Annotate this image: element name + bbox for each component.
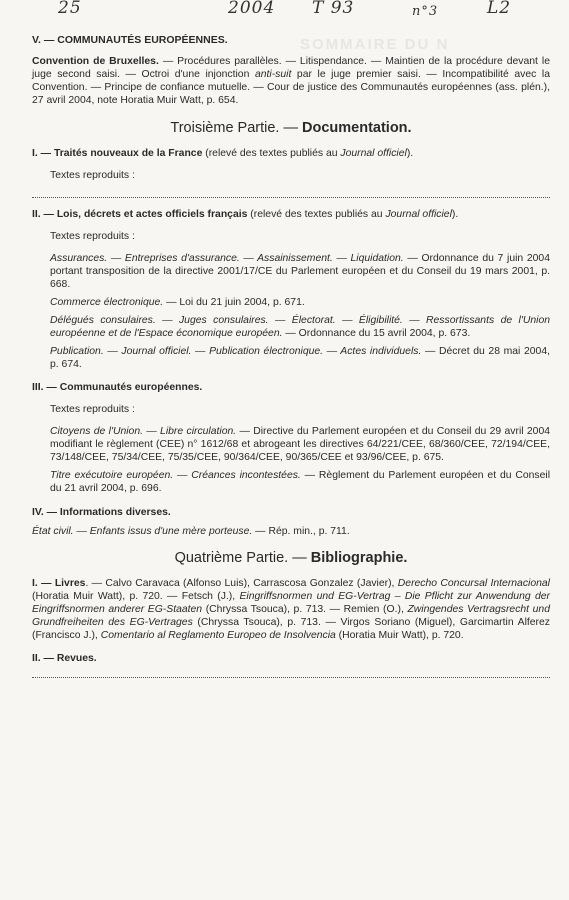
part-title-prefix: Quatrième Partie. — [174, 550, 311, 566]
entry-italic: Titre exécutoire européen. — Créances incontestées. [50, 470, 301, 481]
entry-italic: Publication. — Journal officiel. — Publication électronique. — Actes individuels. [50, 346, 422, 357]
section-lead: II. — Revues. [32, 653, 97, 664]
paragraph-italic: anti-suit [254, 69, 292, 80]
entry-text: (Horatia Muir Watt), p. 720. [335, 630, 464, 641]
section-lead: III. — Communautés européennes. [32, 382, 203, 393]
section-lead: I. — Traités nouveaux de la France [32, 148, 203, 159]
section-italic: Journal officiel [385, 209, 452, 220]
entry-italic: Délégués consulaires. — Juges consulaires. — Électorat. — Éligibilité. — Ressortissants de l'Union européenne et de l'Espace économique européen. [50, 315, 550, 339]
handwritten-note: n°3 [412, 4, 439, 19]
entry-text: — Rép. min., p. 711. [252, 526, 350, 537]
section-lead: II. — Lois, décrets et actes officiels français [32, 209, 248, 220]
content [32, 34, 550, 678]
handwritten-note: 2004 [228, 0, 276, 18]
handwritten-note: 25 [58, 0, 82, 18]
show-through-text: SOMMAIRE DU N [300, 36, 450, 53]
section-text: (relevé des textes publiés au [247, 209, 386, 220]
paragraph-text: par le juge premier saisi. — Incompatibilité avec la Convention. — Principe de confiance mutuelle. — Cour de justice des Communautés européennes (ass. plén.), 27 avril 2004, note Horatia Muir Watt, p. 654. [32, 69, 550, 106]
part-title [32, 120, 550, 137]
entry-text: (Chryssa Tsouca), p. 713. — Virgos Soriano (Miguel), Garcimartin Alferez (Francisco J.), [32, 617, 550, 641]
handwritten-note: L2 [487, 0, 512, 18]
entry-text: — Ordonnance du 15 avril 2004, p. 673. [282, 328, 471, 339]
section-heading [32, 208, 550, 221]
part-title [32, 550, 550, 567]
entry [32, 577, 550, 642]
entry-italic: Derecho Concursal Internacional [397, 578, 550, 589]
paragraph [32, 55, 550, 107]
entry-text: . — Calvo Caravaca (Alfonso Luis), Carrascosa Gonzalez (Javier), [85, 578, 398, 589]
entry-text: — Règlement du Parlement européen et du Conseil du 21 avril 2004, p. 696. [50, 470, 551, 494]
paragraph-text: — Procédures parallèles. — Litispendance. — Maintien de la procédure devant le juge second saisi. — Octroi d'une injonction [32, 56, 550, 80]
dotted-leader [32, 677, 550, 678]
entry-italic: Citoyens de l'Union. — Libre circulation. [50, 426, 237, 437]
dotted-leader [32, 197, 550, 198]
section-text: ). [451, 209, 459, 220]
section-lead: I. — Livres [32, 578, 86, 589]
entry-italic: Eingriffsnormen und EG-Vertrag – Die Pflicht zur Anwendung der Eingriffsnormen anderer EG-Staaten [32, 591, 550, 615]
entry-text: (Chryssa Tsouca), p. 713. — Remien (O.), [202, 604, 408, 615]
part-title-prefix: Troisième Partie. — [170, 120, 303, 136]
entry-italic: Assurances. — Entreprises d'assurance. — Assainissement. — Liquidation. [50, 253, 404, 264]
handwritten-note: T 93 [312, 0, 355, 18]
section-heading [32, 506, 550, 519]
part-title-main: Bibliographie. [310, 550, 408, 566]
section-text: ). [406, 148, 414, 159]
paragraph-lead: Convention de Bruxelles. [32, 56, 159, 67]
entry [32, 425, 550, 464]
section-heading [32, 652, 550, 665]
entry-text: (Horatia Muir Watt), p. 720. — Fetsch (J.), [32, 591, 240, 602]
section-lead: IV. — Informations diverses. [32, 507, 171, 518]
subheading: Textes reproduits : [50, 231, 135, 242]
entry-text: — Décret du 28 mai 2004, p. 674. [50, 346, 550, 370]
entry-text: — Loi du 21 juin 2004, p. 671. [163, 297, 305, 308]
entry-text: — Directive du Parlement européen et du Conseil du 29 avril 2004 modifiant le règlement (CEE) n° 1612/68 et abrogeant les directives 64/221/CEE, 68/360/CEE, 72/194/CEE, 73/148/CEE, 75/34/CEE, 75/35/CEE, 90/364/CEE, 90/365/CEE et 93/96/CEE, p. 675. [50, 426, 551, 463]
section-heading [32, 147, 550, 160]
entry [32, 252, 550, 291]
section-text: (relevé des textes publiés au [202, 148, 341, 159]
section-heading: V. — COMMUNAUTÉS EUROPÉENNES. [32, 34, 228, 46]
entry [32, 314, 550, 340]
entry-italic: État civil. — Enfants issus d'une mère porteuse. [32, 526, 253, 537]
part-title-main: Documentation. [302, 120, 412, 136]
entry-italic: Zwingendes Vertragsrecht und Grundfreiheiten des EG-Vertrages [32, 604, 550, 628]
subheading: Textes reproduits : [50, 404, 135, 415]
section-italic: Journal officiel [340, 148, 407, 159]
entry [32, 469, 550, 495]
entry [32, 525, 550, 538]
entry [32, 345, 550, 371]
entry-italic: Comentario al Reglamento Europeo de Insolvencia [100, 630, 336, 641]
section-heading [32, 381, 550, 394]
entry-text: — Ordonnance du 7 juin 2004 portant transposition de la directive 2001/17/CE du Parlement européen et du Conseil du 19 mars 2001, p. 668. [50, 253, 550, 290]
entry [32, 296, 550, 309]
entry-italic: Commerce électronique. [50, 297, 164, 308]
subheading: Textes reproduits : [50, 170, 135, 181]
